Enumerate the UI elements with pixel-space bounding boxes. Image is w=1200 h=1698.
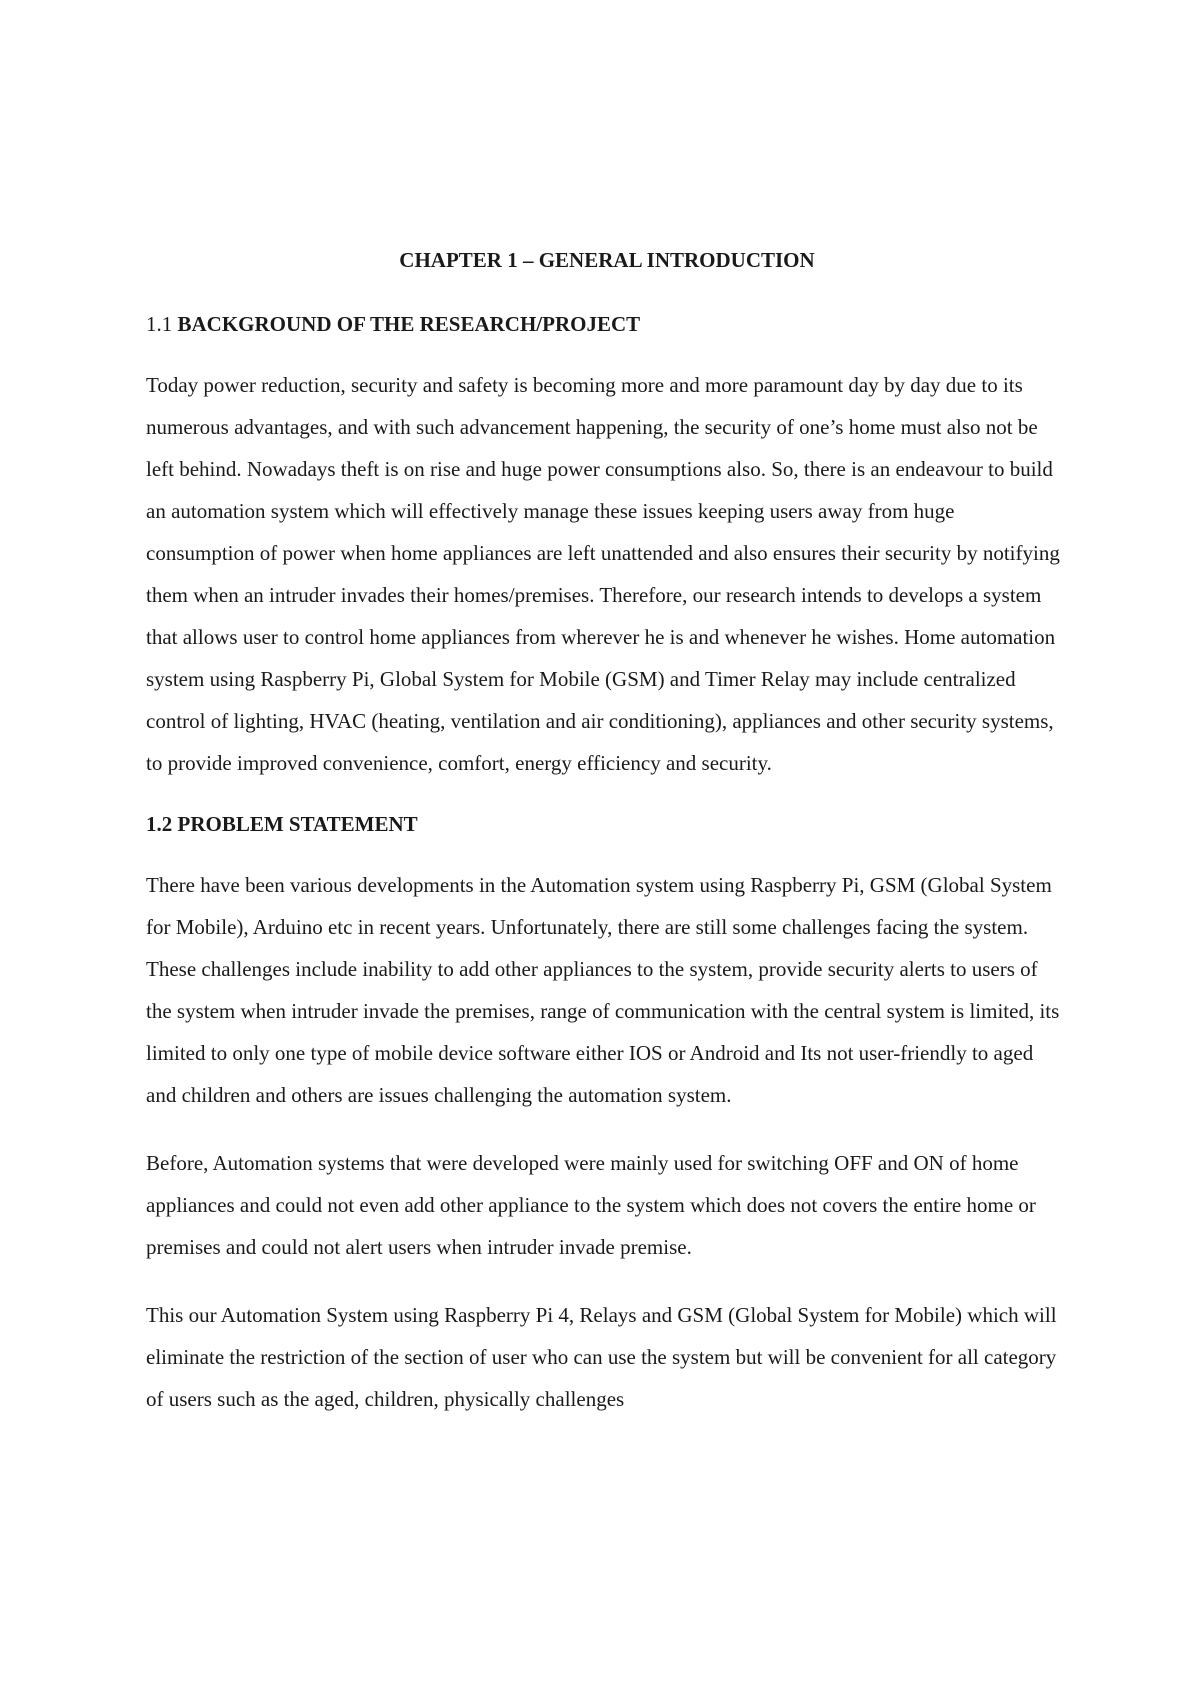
problem-paragraph-2: Before, Automation systems that were developed were mainly used for switching OFF and ON of home appliances and could not even add other appliance to the system which does not covers the entire home or premises and could not alert users when intruder invade premise. — [146, 1151, 1036, 1259]
background-paragraph: Today power reduction, security and safety is becoming more and more paramount day by day due to its numerous advantages, and with such advancement happening, the security of one’s home must also not be left behind. Nowadays theft is on rise and huge power consumptions also. So, there is an endeavour to build an automation system which will effectively manage these issues keeping users away from huge consumption of power when home appliances are left unattended and also ensures their security by notifying them when an intruder invades their homes/premises. Therefore, our research intends to develops a system that allows user to control home appliances from wherever he is and whenever he wishes. Home automation system using Raspberry Pi, Global System for Mobile (GSM) and Timer Relay may include centralized control of lighting, HVAC (heating, ventilation and air conditioning), appliances and other security systems, to provide improved convenience, comfort, energy efficiency and security. — [146, 373, 1060, 775]
section-heading-background — [146, 310, 1068, 338]
chapter-title: CHAPTER 1 – GENERAL INTRODUCTION — [399, 248, 815, 272]
problem-paragraph-1: There have been various developments in the Automation system using Raspberry Pi, GSM (Global System for Mobile), Arduino etc in recent years. Unfortunately, there are still some challenges facing the system. These challenges include inability to add other appliances to the system, provide security alerts to users of the system when intruder invade the premises, range of communication with the central system is limited, its limited to only one type of mobile device software either IOS or Android and Its not user-friendly to aged and children and others are issues challenging the automation system. — [146, 873, 1060, 1107]
page-content — [146, 246, 1068, 1446]
section-title: BACKGROUND OF THE RESEARCH/PROJECT — [177, 312, 641, 336]
section-number: 1.1 — [146, 312, 173, 336]
problem-paragraph-3: This our Automation System using Raspberry Pi 4, Relays and GSM (Global System for Mobile) which will eliminate the restriction of the section of user who can use the system but will be convenient for all category of users such as the aged, children, physically challenges — [146, 1303, 1057, 1411]
section-heading-problem-statement: 1.2 PROBLEM STATEMENT — [146, 812, 418, 836]
